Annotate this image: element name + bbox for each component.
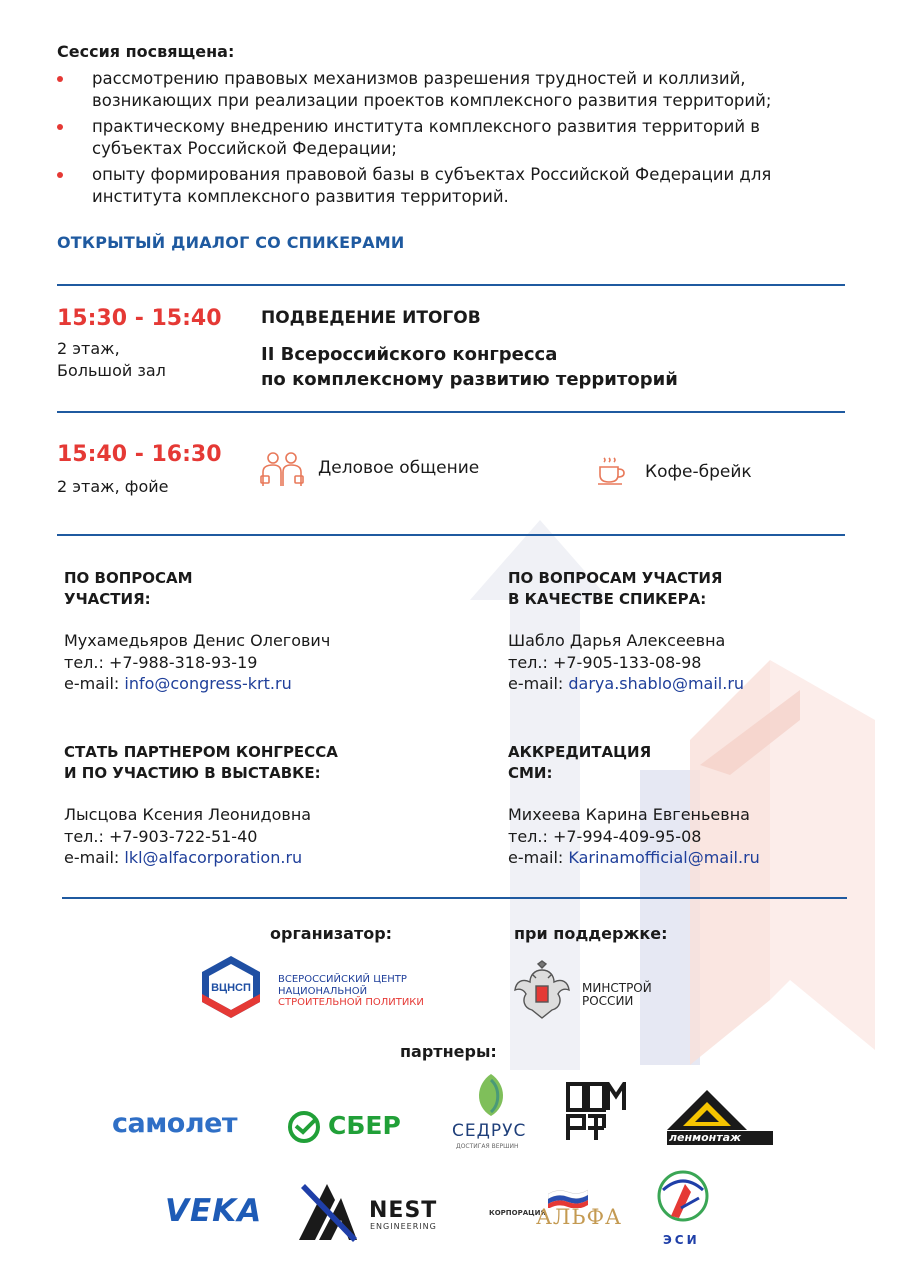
divider bbox=[57, 284, 845, 286]
contact-heading: ПО ВОПРОСАМ УЧАСТИЯ: bbox=[64, 569, 193, 608]
nest-logo: NEST bbox=[369, 1198, 438, 1223]
organizer-name: ВСЕРОССИЙСКИЙ ЦЕНТР НАЦИОНАЛЬНОЙ СТРОИТЕЛЬНОЙ ПОЛИТИКИ bbox=[278, 974, 424, 1008]
esi-logo: ЭСИ bbox=[663, 1233, 700, 1247]
sedrus-leaf-icon bbox=[472, 1072, 510, 1122]
alfa-prefix: КОРПОРАЦИЯ bbox=[489, 1209, 546, 1217]
contact-email-line: e-mail: lkl@alfacorporation.ru bbox=[64, 848, 303, 867]
contact-email-line: e-mail: info@congress-krt.ru bbox=[64, 674, 292, 693]
agenda-time: 15:30 - 15:40 bbox=[57, 306, 222, 331]
contact-block bbox=[64, 568, 404, 695]
contact-phone: тел.: +7-905-133-08-98 bbox=[508, 652, 702, 672]
divider bbox=[62, 897, 847, 899]
divider bbox=[57, 411, 845, 413]
contact-name: Лысцова Ксения Леонидовна bbox=[64, 805, 312, 824]
veka-logo: VEKA bbox=[165, 1193, 263, 1229]
contact-name: Шабло Дарья Алексеевна bbox=[508, 631, 726, 650]
vcnsp-logo bbox=[198, 954, 264, 1024]
email-link[interactable]: Karinamofficial@mail.ru bbox=[568, 848, 760, 867]
svg-text:ВЦНСП: ВЦНСП bbox=[211, 982, 251, 994]
agenda-subtitle: II Всероссийского конгресса по комплексному развитию территорий bbox=[261, 344, 678, 390]
sber-logo: СБЕР bbox=[328, 1111, 401, 1140]
session-title: Сессия посвящена: bbox=[57, 42, 235, 61]
email-link[interactable]: info@congress-krt.ru bbox=[124, 674, 292, 693]
session-topics-list bbox=[57, 68, 847, 212]
alfa-logo: АЛЬФА bbox=[536, 1205, 622, 1229]
dialog-heading: ОТКРЫТЫЙ ДИАЛОГ СО СПИКЕРАМИ bbox=[57, 233, 405, 252]
contact-heading: СТАТЬ ПАРТНЕРОМ КОНГРЕССА И ПО УЧАСТИЮ В ВЫСТАВКЕ: bbox=[64, 743, 338, 782]
contact-phone: тел.: +7-994-409-95-08 bbox=[508, 826, 702, 846]
contact-block bbox=[64, 742, 404, 869]
organizer-label: организатор: bbox=[270, 924, 393, 943]
sedrus-tagline: ДОСТИГАЯ ВЕРШИН bbox=[456, 1143, 519, 1150]
agenda-place: 2 этаж, Большой зал bbox=[57, 339, 166, 380]
contact-email-line: e-mail: darya.shablo@mail.ru bbox=[508, 674, 745, 693]
contact-name: Михеева Карина Евгеньевна bbox=[508, 805, 750, 824]
support-label: при поддержке: bbox=[514, 924, 668, 943]
contact-name: Мухамедьяров Денис Олегович bbox=[64, 631, 331, 650]
email-link[interactable]: darya.shablo@mail.ru bbox=[568, 674, 745, 693]
feature-label: Деловое общение bbox=[318, 458, 480, 478]
list-item: рассмотрению правовых механизмов разрешения трудностей и коллизий, возникающих при реализации проектов комплексного развития территорий; bbox=[57, 68, 847, 112]
lenmontazh-logo: ленмонтаж bbox=[669, 1131, 742, 1144]
list-item: практическому внедрению института комплексного развития территорий в субъектах Российской Федерации; bbox=[57, 116, 847, 160]
samolet-logo: самолет bbox=[112, 1108, 238, 1139]
coffee-cup-icon bbox=[597, 456, 627, 490]
business-people-icon bbox=[259, 450, 307, 492]
coat-of-arms-icon bbox=[512, 960, 572, 1026]
agenda-title: ПОДВЕДЕНИЕ ИТОГОВ bbox=[261, 308, 481, 328]
feature-label: Кофе-брейк bbox=[645, 462, 752, 482]
list-item: опыту формирования правовой базы в субъектах Российской Федерации для института комплексного развития территорий. bbox=[57, 164, 847, 208]
sedrus-logo: СЕДРУС bbox=[452, 1121, 527, 1141]
esi-logo-icon bbox=[651, 1168, 715, 1236]
email-link[interactable]: lkl@alfacorporation.ru bbox=[124, 848, 303, 867]
contact-heading: ПО ВОПРОСАМ УЧАСТИЯ В КАЧЕСТВЕ СПИКЕРА: bbox=[508, 569, 723, 608]
partners-label: партнеры: bbox=[400, 1042, 497, 1061]
contact-heading: АККРЕДИТАЦИЯ СМИ: bbox=[508, 743, 652, 782]
contact-block bbox=[508, 568, 848, 695]
divider bbox=[57, 534, 845, 536]
contact-block bbox=[508, 742, 848, 869]
agenda-place: 2 этаж, фойе bbox=[57, 477, 169, 496]
contact-phone: тел.: +7-988-318-93-19 bbox=[64, 652, 258, 672]
contact-email-line: e-mail: Karinamofficial@mail.ru bbox=[508, 848, 760, 867]
sber-logo-icon bbox=[287, 1110, 321, 1148]
nest-logo-icon bbox=[297, 1180, 359, 1248]
agenda-time: 15:40 - 16:30 bbox=[57, 442, 222, 467]
contact-phone: тел.: +7-903-722-51-40 bbox=[64, 826, 258, 846]
minstroy-name: МИНСТРОЙ РОССИИ bbox=[582, 981, 652, 1008]
nest-subtitle: ENGINEERING bbox=[370, 1222, 437, 1231]
